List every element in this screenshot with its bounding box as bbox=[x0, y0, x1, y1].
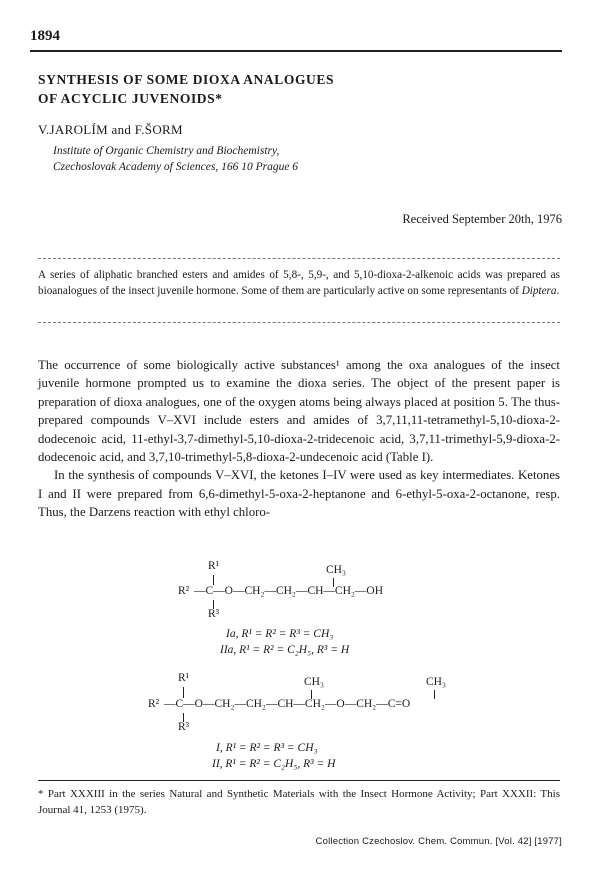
formula2-vbond-top bbox=[183, 687, 184, 698]
paragraph-2: In the synthesis of compounds V–XVI, the ketones I–IV were used as key intermediates. Ketones I and II were prepared from 6,6-dimethyl-5-oxa-2-heptanone and 6-ethyl-5-oxa-2-octanone, resp. Thus, the Darzens reaction with ethyl chloro- bbox=[38, 468, 560, 520]
formula1-chain: —C—O—CH₂—CH₂—CH—CH₂—OH bbox=[194, 585, 384, 597]
journal-citation: Collection Czechoslov. Chem. Commun. [Vol. 42] [1977] bbox=[315, 836, 562, 847]
body-text bbox=[38, 356, 560, 522]
abstract-bottom-divider bbox=[38, 322, 560, 323]
structural-formula-2 bbox=[148, 672, 468, 777]
formula1-caption-b: IIa, R¹ = R² = C₂H₅, R³ = H bbox=[220, 644, 350, 656]
formula2-r3: R³ bbox=[178, 721, 190, 733]
formula1-r1: R¹ bbox=[208, 560, 220, 572]
formula2-ch3-a: CH₃ bbox=[304, 676, 324, 688]
structural-formula-1 bbox=[178, 560, 438, 660]
header-rule bbox=[30, 50, 562, 52]
article-title: SYNTHESIS OF SOME DIOXA ANALOGUES OF ACYCLIC JUVENOIDS* bbox=[38, 72, 335, 106]
abstract-top-divider bbox=[38, 258, 560, 259]
footnote: * Part XXXIII in the series Natural and Synthetic Materials with the Insect Hormone Activity; Part XXXII: This Journal 41, 1253 (1975). bbox=[38, 788, 560, 816]
abstract: A series of aliphatic branched esters and amides of 5,8-, 5,9-, and 5,10-dioxa-2-alkenoic acids was prepared as bioanalogues of the insect juvenile hormone. Some of them are particularly active on some representants of Diptera. bbox=[38, 269, 560, 297]
formula2-caption-a: I, R¹ = R² = R³ = CH₃ bbox=[216, 742, 318, 754]
footnote-rule bbox=[38, 780, 560, 781]
affiliation: Institute of Organic Chemistry and Biochemistry, Czechoslovak Academy of Sciences, 166 10 Prague 6 bbox=[53, 145, 299, 173]
formula2-r1: R¹ bbox=[178, 672, 190, 684]
formula2-chain: —C—O—CH₂—CH₂—CH—CH₂—O—CH₂—C=O bbox=[164, 698, 411, 710]
formula1-r2: R² bbox=[178, 585, 190, 597]
formula2-r2: R² bbox=[148, 698, 160, 710]
received-date: Received September 20th, 1976 bbox=[402, 212, 562, 226]
formula2-ch3-b: CH₃ bbox=[426, 676, 446, 688]
formula2-vbond-ch3-b bbox=[434, 690, 435, 699]
page-number: 1894 bbox=[30, 28, 60, 44]
formula1-vbond-top bbox=[213, 575, 214, 585]
formula1-r3: R³ bbox=[208, 608, 220, 620]
formula1-ch3: CH₃ bbox=[326, 564, 346, 576]
authors: V.JAROLÍM and F.ŠORM bbox=[38, 122, 183, 137]
paragraph-1: The occurrence of some biologically active substances¹ among the oxa analogues of the insect juvenile hormone prompted us to examine the dioxa series. The object of the present paper is preparation of dioxa analogues, one of the oxygen atoms being always placed at position 5. The thus-prepared compounds V–XVI include esters and amides of 3,7,11,11-tetramethyl-5,10-dioxa-2-dodecenoic acid, 11-ethyl-3,7-dimethyl-5,10-dioxa-2-tridecenoic acid, 3,7,11-trimethyl-5,9-dioxa-2-dodecenoic acid, and 3,7,10-trimethyl-5,8-dioxa-2-undecenoic acid (Table I). bbox=[38, 358, 560, 465]
formula2-caption-b: II, R¹ = R² = C₂H₅, R³ = H bbox=[212, 758, 336, 770]
formula1-caption-a: Ia, R¹ = R² = R³ = CH₃ bbox=[226, 628, 334, 640]
